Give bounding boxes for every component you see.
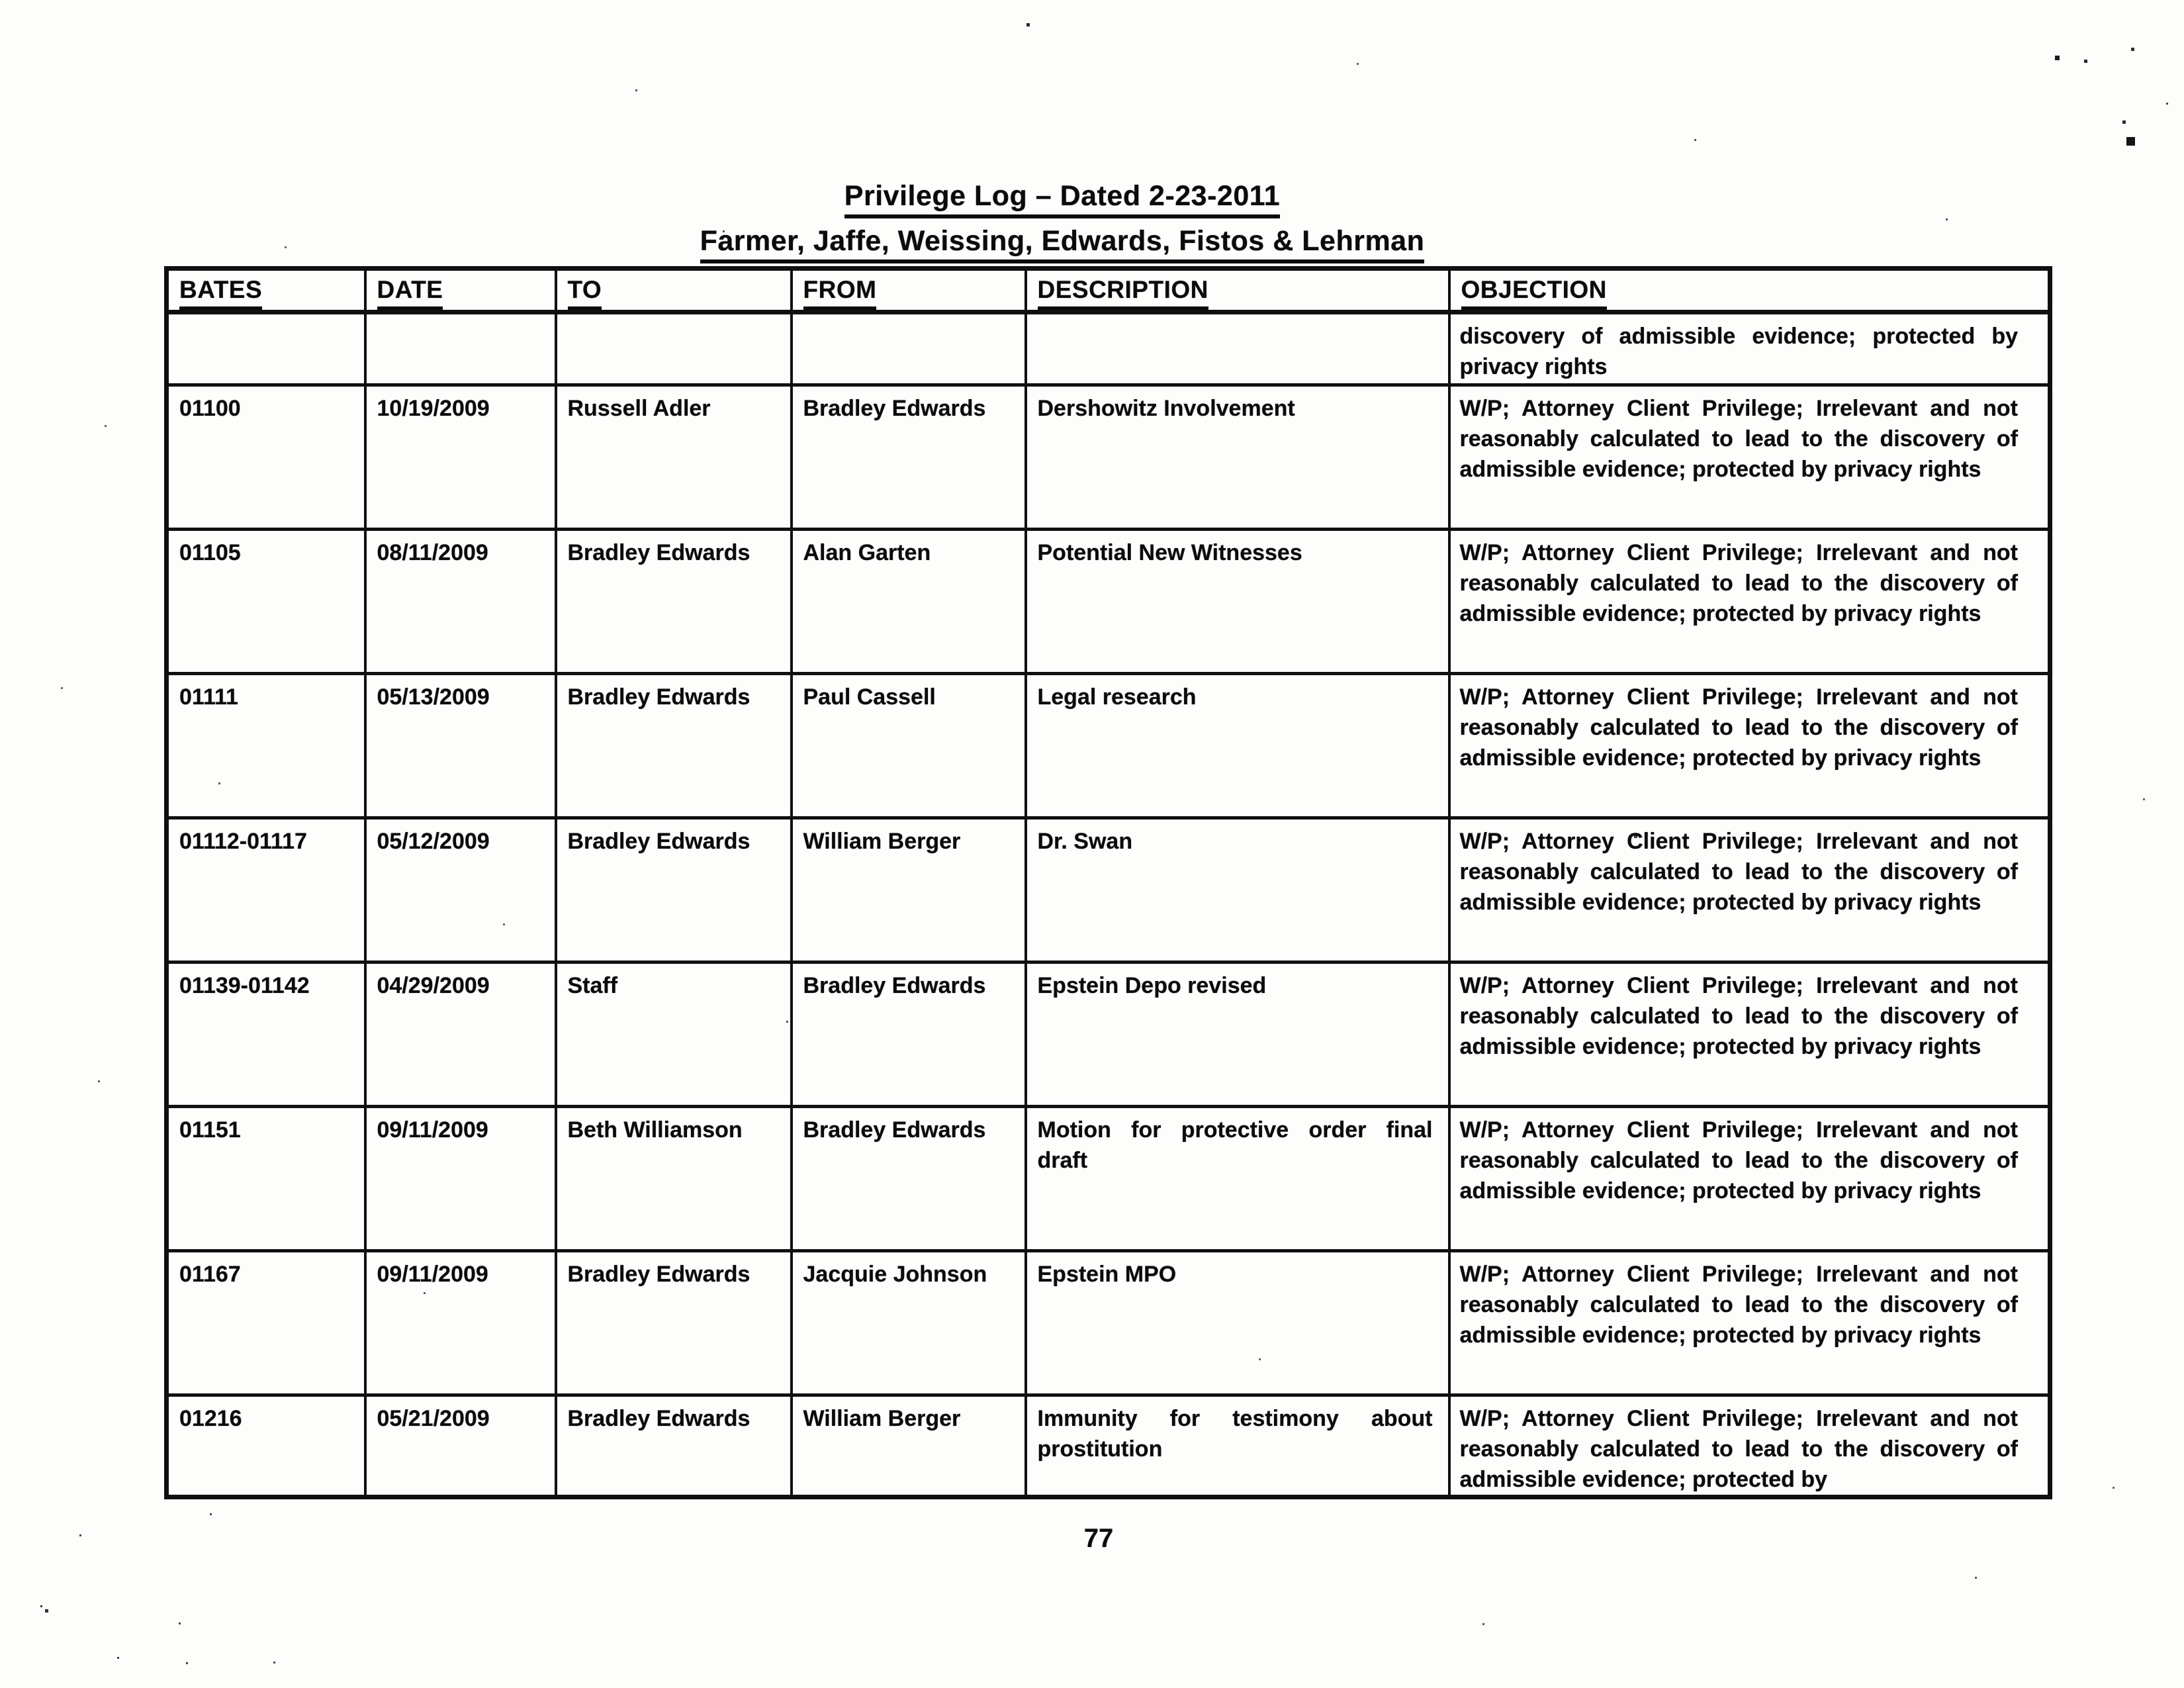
column-header-from-label: FROM	[803, 275, 877, 310]
cell-bates: 01100	[167, 385, 365, 530]
cell-date: 05/13/2009	[365, 674, 556, 818]
cell-bates: 01105	[167, 530, 365, 674]
cell-to: Beth Williamson	[556, 1107, 792, 1251]
cell-from: William Berger	[792, 818, 1026, 962]
cell-description: Epstein MPO	[1026, 1251, 1449, 1395]
cell-to: Bradley Edwards	[556, 818, 792, 962]
document-title	[0, 180, 2124, 270]
cell-from: Bradley Edwards	[792, 385, 1026, 530]
cell-description	[1026, 312, 1449, 385]
table-row	[167, 312, 2050, 385]
table-row	[167, 962, 2050, 1107]
column-header-from	[792, 269, 1026, 312]
cell-date: 05/21/2009	[365, 1395, 556, 1497]
cell-bates: 01111	[167, 674, 365, 818]
cell-to: Bradley Edwards	[556, 1395, 792, 1497]
cell-bates: 01167	[167, 1251, 365, 1395]
cell-date	[365, 312, 556, 385]
cell-to: Staff	[556, 962, 792, 1107]
title-line-2	[0, 225, 2124, 263]
cell-objection: W/P; Attorney Client Privilege; Irrelevant and not reasonably calculated to lead to the discovery of admissible evidence; protected by privacy rights	[1449, 385, 2050, 530]
cell-from: Bradley Edwards	[792, 1107, 1026, 1251]
table-header-row	[167, 269, 2050, 312]
column-header-to-label: TO	[568, 275, 602, 310]
cell-to: Bradley Edwards	[556, 674, 792, 818]
cell-from: Bradley Edwards	[792, 962, 1026, 1107]
cell-from: Jacquie Johnson	[792, 1251, 1026, 1395]
cell-from: Alan Garten	[792, 530, 1026, 674]
cell-description: Dershowitz Involvement	[1026, 385, 1449, 530]
cell-to: Russell Adler	[556, 385, 792, 530]
cell-to	[556, 312, 792, 385]
table-row	[167, 1395, 2050, 1497]
cell-objection: discovery of admissible evidence; protected by privacy rights	[1449, 312, 2050, 385]
column-header-to	[556, 269, 792, 312]
cell-date: 09/11/2009	[365, 1251, 556, 1395]
cell-objection: W/P; Attorney Client Privilege; Irrelevant and not reasonably calculated to lead to the discovery of admissible evidence; protected by privacy rights	[1449, 962, 2050, 1107]
cell-description: Dr. Swan	[1026, 818, 1449, 962]
page-number: 77	[1083, 1524, 1114, 1553]
title-line-1	[0, 180, 2124, 218]
cell-bates	[167, 312, 365, 385]
table-row	[167, 1107, 2050, 1251]
cell-objection: W/P; Attorney Client Privilege; Irrelevant and not reasonably calculated to lead to the discovery of admissible evidence; protected by privacy rights	[1449, 818, 2050, 962]
cell-date: 05/12/2009	[365, 818, 556, 962]
cell-bates: 01139-01142	[167, 962, 365, 1107]
cell-description: Legal research	[1026, 674, 1449, 818]
table-row	[167, 818, 2050, 962]
table-row	[167, 385, 2050, 530]
cell-bates: 01112-01117	[167, 818, 365, 962]
cell-date: 09/11/2009	[365, 1107, 556, 1251]
cell-objection: W/P; Attorney Client Privilege; Irrelevant and not reasonably calculated to lead to the discovery of admissible evidence; protected by privacy rights	[1449, 1251, 2050, 1395]
cell-objection: W/P; Attorney Client Privilege; Irrelevant and not reasonably calculated to lead to the discovery of admissible evidence; protected by privacy rights	[1449, 530, 2050, 674]
cell-bates: 01151	[167, 1107, 365, 1251]
cell-description: Potential New Witnesses	[1026, 530, 1449, 674]
scan-noise	[0, 0, 2, 2]
title-line-1-text: Privilege Log – Dated 2-23-2011	[844, 180, 1280, 218]
cell-description: Epstein Depo revised	[1026, 962, 1449, 1107]
column-header-description	[1026, 269, 1449, 312]
cell-objection: W/P; Attorney Client Privilege; Irrelevant and not reasonably calculated to lead to the discovery of admissible evidence; protected by	[1449, 1395, 2050, 1497]
cell-from: William Berger	[792, 1395, 1026, 1497]
column-header-objection	[1449, 269, 2050, 312]
table-row	[167, 1251, 2050, 1395]
table-row	[167, 530, 2050, 674]
cell-bates: 01216	[167, 1395, 365, 1497]
cell-from	[792, 312, 1026, 385]
cell-date: 10/19/2009	[365, 385, 556, 530]
column-header-objection-label: OBJECTION	[1461, 275, 1607, 310]
cell-date: 04/29/2009	[365, 962, 556, 1107]
column-header-date-label: DATE	[377, 275, 443, 310]
table-body	[167, 312, 2050, 1497]
column-header-date	[365, 269, 556, 312]
cell-from: Paul Cassell	[792, 674, 1026, 818]
title-line-2-text: Farmer, Jaffe, Weissing, Edwards, Fistos & Lehrman	[700, 225, 1425, 263]
cell-date: 08/11/2009	[365, 530, 556, 674]
cell-objection: W/P; Attorney Client Privilege; Irrelevant and not reasonably calculated to lead to the discovery of admissible evidence; protected by privacy rights	[1449, 1107, 2050, 1251]
table-header	[167, 269, 2050, 312]
privilege-log-table	[164, 266, 2052, 1499]
column-header-bates-label: BATES	[179, 275, 262, 310]
cell-objection: W/P; Attorney Client Privilege; Irrelevant and not reasonably calculated to lead to the discovery of admissible evidence; protected by privacy rights	[1449, 674, 2050, 818]
cell-description: Motion for protective order final draft	[1026, 1107, 1449, 1251]
table-row	[167, 674, 2050, 818]
column-header-bates	[167, 269, 365, 312]
cell-description: Immunity for testimony about prostitution	[1026, 1395, 1449, 1497]
cell-to: Bradley Edwards	[556, 530, 792, 674]
cell-to: Bradley Edwards	[556, 1251, 792, 1395]
column-header-description-label: DESCRIPTION	[1038, 275, 1208, 310]
